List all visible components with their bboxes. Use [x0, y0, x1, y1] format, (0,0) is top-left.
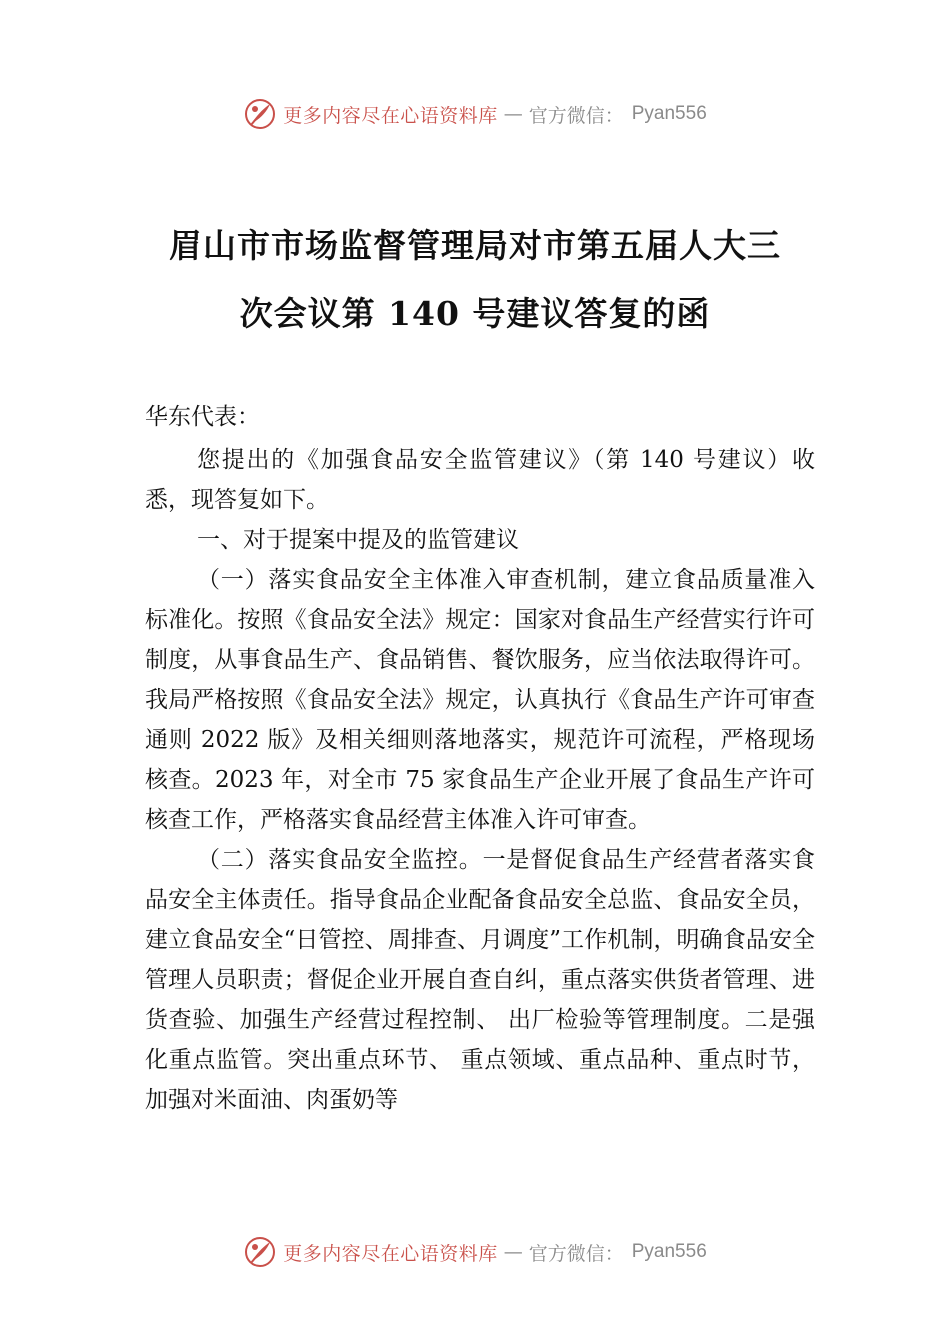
paragraph-intro: 您提出的《加强食品安全监管建议》（第 140 号建议）收悉，现答复如下。 — [145, 447, 815, 513]
document-title-line-1: 眉山市市场监督管理局对市第五届人大三 — [169, 226, 781, 265]
watermark-header — [0, 94, 950, 134]
watermark-dash: — — [503, 1241, 523, 1263]
paragraph-item-1: （一）落实食品安全主体准入审查机制，建立食品质量准入标准化。按照《食品安全法》规定：国家对食品生产经营实行许可制度，从事食品生产、食品销售、餐饮服务，应当依法取得许可。我局严格按照《食品安全法》规定，认真执行《食品生产许可审查通则 2022 版》及相关细则落地落实，规范许可流程，严格现场核查。2023 年，对全市 75 家食品生产企业开展了食品生产许可核查工作，严格落实食品经营主体准入许可审查。 — [145, 567, 815, 833]
feather-quill-logo-icon — [243, 1235, 277, 1269]
document-body — [145, 440, 815, 1120]
watermark-brand-text: 更多内容尽在心语资料库 — [283, 104, 498, 127]
watermark-brand-text: 更多内容尽在心语资料库 — [283, 1242, 498, 1265]
paragraph-item-2: （二）落实食品安全监控。一是督促食品生产经营者落实食品安全主体责任。指导食品企业配备食品安全总监、食品安全员，建立食品安全“日管控、周排查、月调度”工作机制，明确食品安全管理人员职责；督促企业开展自查自纠，重点落实供货者管理、进货查验、加强生产经营过程控制、 出厂检验等管理制度。二是强化重点监管。突出重点环节、 重点领域、重点品种、重点时节，加强对米面油、肉蛋奶等 — [145, 847, 815, 1113]
watermark-label: 官方微信： — [528, 104, 624, 127]
watermark-wechat-id: Pyan556 — [631, 103, 707, 124]
paragraph-section-heading: 一、对于提案中提及的监管建议 — [197, 527, 519, 553]
feather-quill-logo-icon — [243, 97, 277, 131]
watermark-dash: — — [503, 103, 523, 125]
watermark-footer — [0, 1232, 950, 1272]
document-title-line-2: 次会议第 140 号建议答复的函 — [239, 294, 711, 333]
watermark-label: 官方微信： — [528, 1242, 624, 1265]
addressee: 华东代表： — [145, 404, 260, 430]
watermark-wechat-id: Pyan556 — [631, 1241, 707, 1262]
